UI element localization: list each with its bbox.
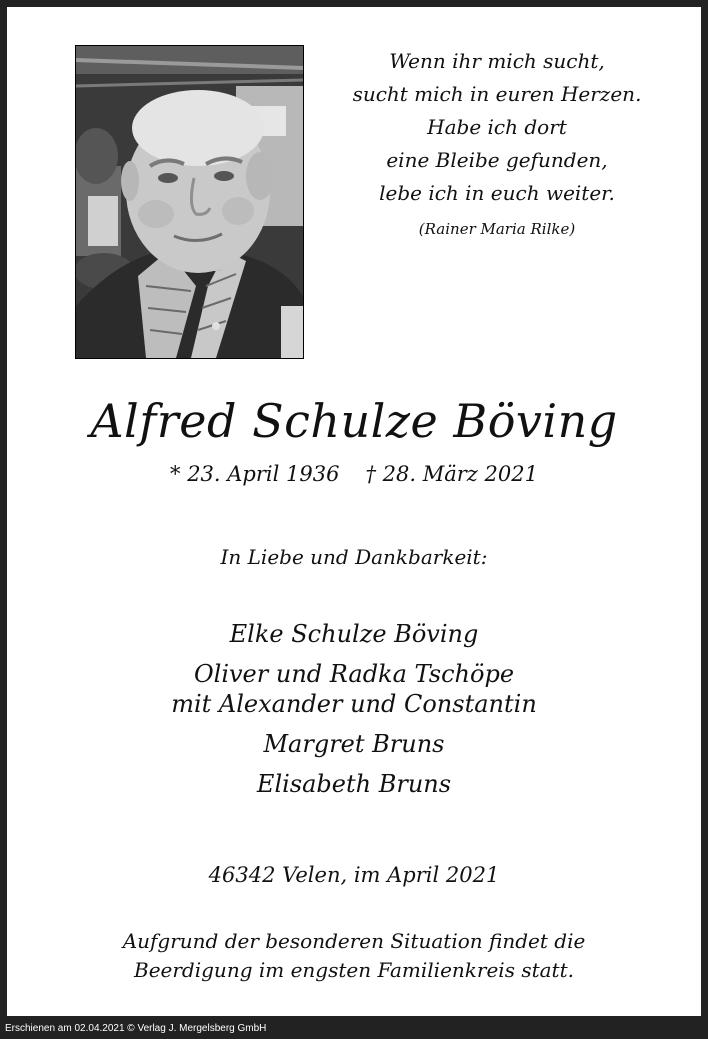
deceased-name: Alfred Schulze Böving [90, 394, 618, 448]
mourner-2-children: mit Alexander und Constantin [171, 690, 537, 718]
quote-author: (Rainer Maria Rilke) [418, 220, 576, 238]
mourner-2: Oliver und Radka Tschöpe [193, 660, 515, 688]
quote-line-2: sucht mich in euren Herzen. [352, 82, 642, 106]
birth-date: * 23. April 1936 [170, 462, 340, 486]
funeral-notice [7, 927, 701, 985]
quote-line-1: Wenn ihr mich sucht, [389, 49, 605, 73]
portrait-photo [75, 45, 304, 359]
publication-footer: Erschienen am 02.04.2021 © Verlag J. Mergelsberg GmbH [5, 1023, 267, 1034]
notice-line-2: Beerdigung im engsten Familienkreis statt. [134, 958, 574, 982]
mourner-4: Elisabeth Bruns [256, 770, 452, 798]
quote-line-4: eine Bleibe gefunden, [386, 148, 608, 172]
quote-line-5: lebe ich in euch weiter. [379, 181, 615, 205]
life-dates [7, 459, 701, 489]
mourner-3: Margret Bruns [263, 730, 445, 758]
mourner-group-2 [7, 659, 701, 719]
mourner-1: Elke Schulze Böving [229, 620, 479, 648]
mourners-list [7, 619, 701, 809]
death-date: † 28. März 2021 [365, 462, 538, 486]
quote-line-3: Habe ich dort [427, 115, 567, 139]
thanks-line: In Liebe und Dankbarkeit: [220, 545, 488, 569]
rilke-quote [317, 45, 677, 244]
notice-line-1: Aufgrund der besonderen Situation findet die [122, 929, 586, 953]
obituary-card [7, 7, 701, 1016]
place-and-date: 46342 Velen, im April 2021 [208, 863, 500, 887]
